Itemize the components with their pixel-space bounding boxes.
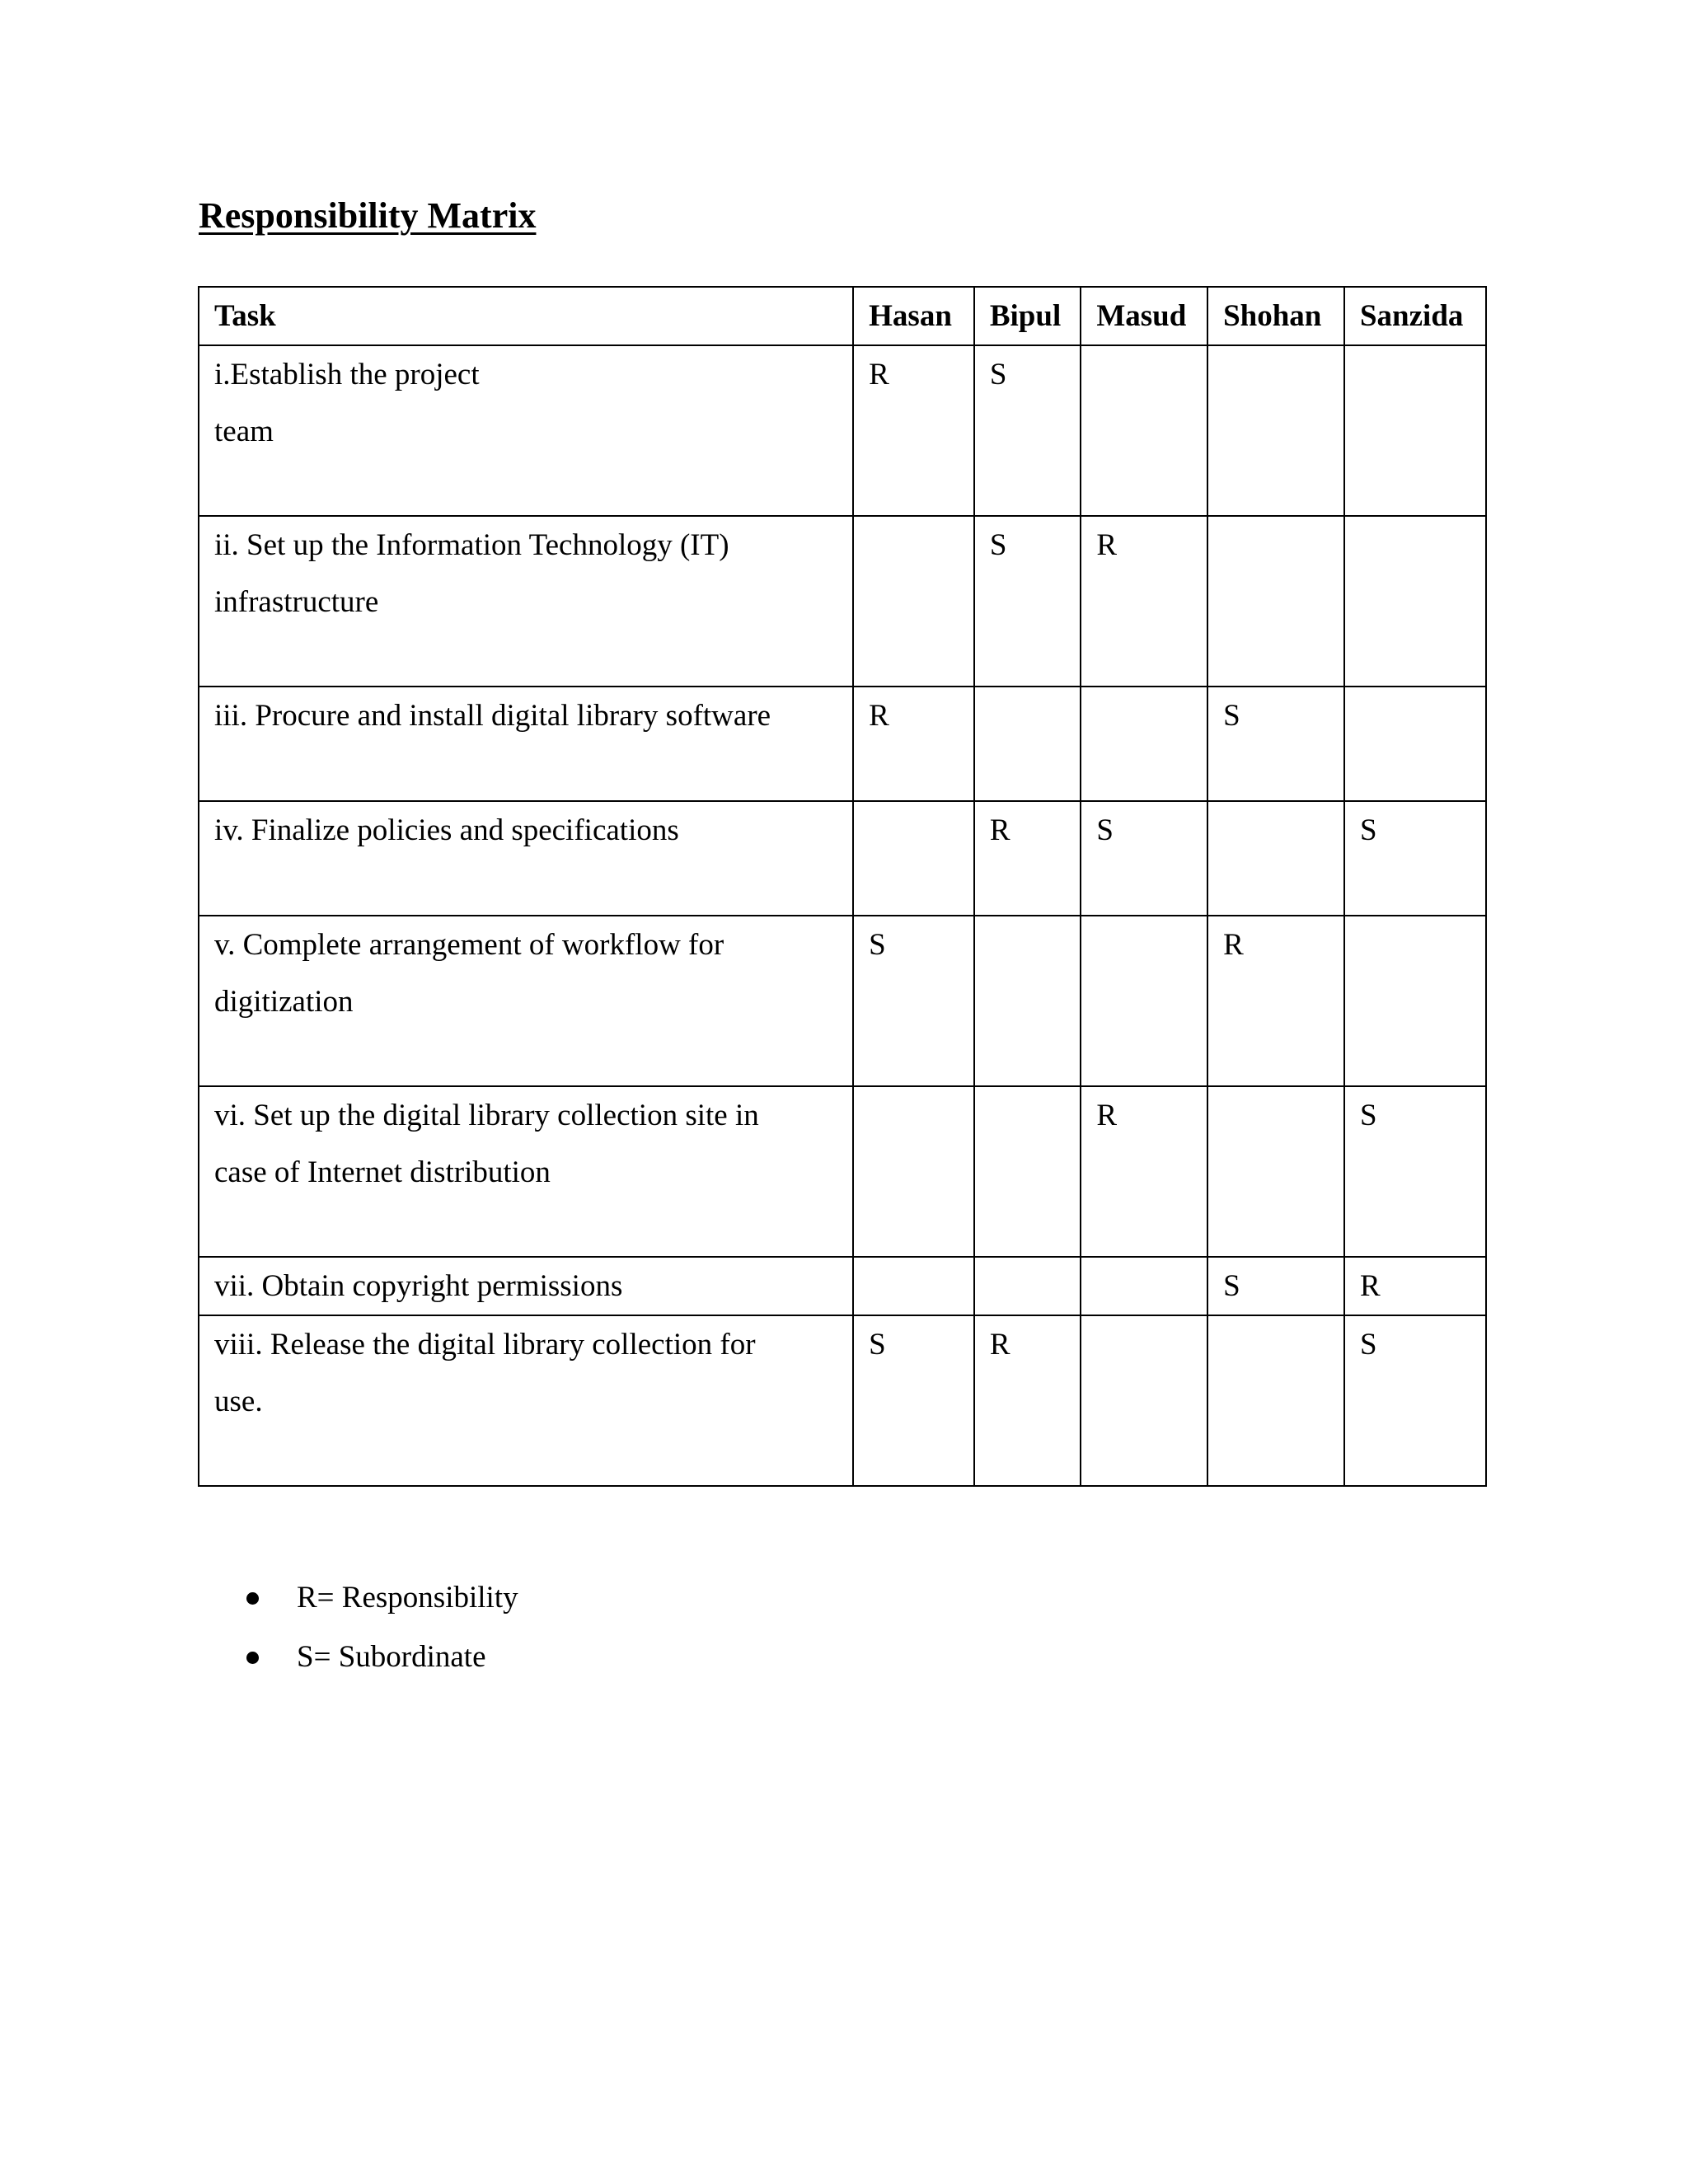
table-row (199, 345, 1486, 516)
page-title: Responsibility Matrix (199, 195, 537, 236)
cell-masud (1081, 687, 1207, 801)
column-header-bipul: Bipul (974, 287, 1081, 345)
cell-bipul (974, 687, 1081, 801)
task-line: use. (214, 1385, 263, 1418)
cell-shohan: S (1207, 687, 1344, 801)
task-cell (199, 345, 853, 516)
cell-sanzida: S (1344, 1086, 1486, 1257)
cell-hasan: S (853, 1315, 974, 1486)
cell-bipul: S (974, 345, 1081, 516)
task-cell (199, 516, 853, 687)
cell-bipul (974, 1086, 1081, 1257)
column-header-task: Task (199, 287, 853, 345)
task-cell (199, 1315, 853, 1486)
cell-sanzida: S (1344, 801, 1486, 916)
bullet-icon (246, 1652, 259, 1664)
task-line: v. Complete arrangement of workflow for (214, 928, 724, 962)
task-line: i.Establish the project (214, 358, 480, 391)
cell-hasan: R (853, 345, 974, 516)
column-header-masud: Masud (1081, 287, 1207, 345)
cell-shohan (1207, 345, 1344, 516)
cell-masud: S (1081, 801, 1207, 916)
cell-bipul: R (974, 1315, 1081, 1486)
cell-shohan (1207, 516, 1344, 687)
cell-masud: R (1081, 1086, 1207, 1257)
cell-masud (1081, 345, 1207, 516)
cell-hasan: R (853, 687, 974, 801)
cell-masud (1081, 916, 1207, 1086)
cell-bipul: R (974, 801, 1081, 916)
table-row (199, 687, 1486, 801)
cell-shohan (1207, 1315, 1344, 1486)
table-row (199, 801, 1486, 916)
task-line: infrastructure (214, 585, 379, 619)
task-cell (199, 1257, 853, 1315)
cell-masud (1081, 1257, 1207, 1315)
table-row (199, 916, 1486, 1086)
task-cell (199, 1086, 853, 1257)
legend-item (231, 1568, 518, 1628)
task-line: vi. Set up the digital library collection site in (214, 1099, 759, 1132)
cell-shohan: R (1207, 916, 1344, 1086)
task-cell (199, 687, 853, 801)
cell-bipul: S (974, 516, 1081, 687)
bullet-icon (246, 1592, 259, 1605)
cell-bipul (974, 1257, 1081, 1315)
task-line: case of Internet distribution (214, 1155, 551, 1189)
task-line: team (214, 415, 274, 448)
cell-shohan (1207, 1086, 1344, 1257)
cell-shohan: S (1207, 1257, 1344, 1315)
legend-item-text: S= Subordinate (297, 1640, 486, 1674)
table-row (199, 1257, 1486, 1315)
task-line: viii. Release the digital library collection for (214, 1328, 756, 1361)
cell-sanzida (1344, 916, 1486, 1086)
table-header-row (199, 287, 1486, 345)
cell-masud: R (1081, 516, 1207, 687)
table-row (199, 1086, 1486, 1257)
task-cell (199, 916, 853, 1086)
cell-sanzida (1344, 516, 1486, 687)
task-line: digitization (214, 985, 354, 1019)
column-header-shohan: Shohan (1207, 287, 1344, 345)
legend-list (231, 1568, 518, 1687)
column-header-sanzida: Sanzida (1344, 287, 1486, 345)
task-line: iv. Finalize policies and specifications (214, 813, 679, 847)
legend-item (231, 1628, 518, 1687)
cell-hasan (853, 516, 974, 687)
table-row (199, 1315, 1486, 1486)
legend-item-text: R= Responsibility (297, 1581, 518, 1615)
cell-sanzida (1344, 687, 1486, 801)
responsibility-matrix-table (198, 286, 1487, 1487)
task-line: ii. Set up the Information Technology (IT) (214, 528, 729, 562)
cell-hasan (853, 1257, 974, 1315)
task-line: vii. Obtain copyright permissions (214, 1269, 623, 1303)
cell-sanzida (1344, 345, 1486, 516)
table-row (199, 516, 1486, 687)
cell-masud (1081, 1315, 1207, 1486)
cell-hasan (853, 1086, 974, 1257)
cell-sanzida: S (1344, 1315, 1486, 1486)
task-cell (199, 801, 853, 916)
cell-sanzida: R (1344, 1257, 1486, 1315)
cell-hasan: S (853, 916, 974, 1086)
column-header-hasan: Hasan (853, 287, 974, 345)
cell-bipul (974, 916, 1081, 1086)
task-line: iii. Procure and install digital library software (214, 699, 771, 733)
cell-shohan (1207, 801, 1344, 916)
cell-hasan (853, 801, 974, 916)
